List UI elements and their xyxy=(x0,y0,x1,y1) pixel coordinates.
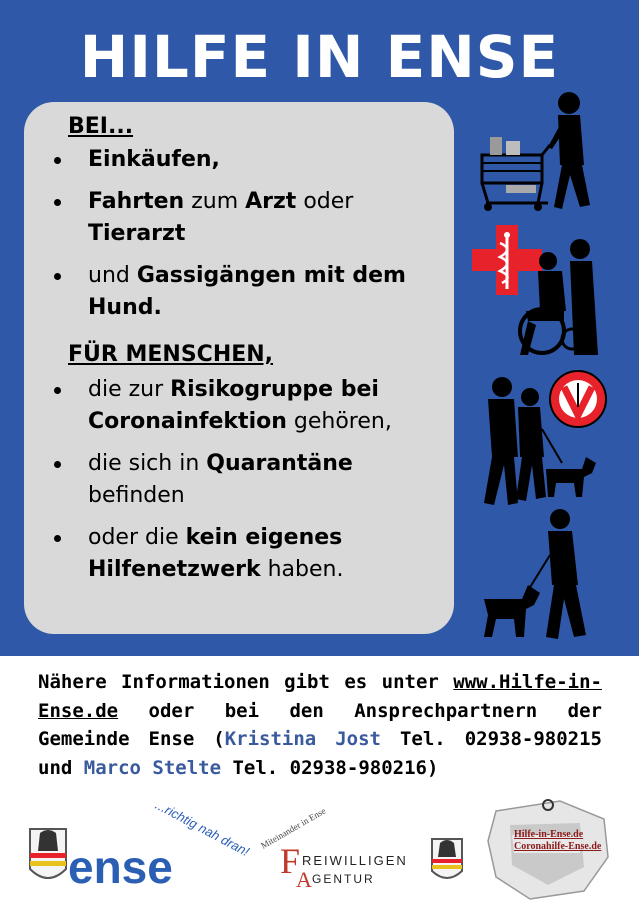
website-link[interactable]: www.Hilfe-in-Ense.de xyxy=(38,671,602,722)
contact-name-2: Marco Stelte xyxy=(83,756,222,779)
bei-list xyxy=(24,144,454,334)
bei-list-item-text: Arzt xyxy=(245,189,297,214)
svg-text:A: A xyxy=(296,867,312,892)
svg-text:REIWILLIGEN: REIWILLIGEN xyxy=(302,853,408,868)
menschen-list-item-text: gehören, xyxy=(286,409,392,434)
heading-menschen: FÜR MENSCHEN, xyxy=(68,342,274,367)
logo-footer xyxy=(0,795,639,902)
info-intro: Nähere Informationen gibt es unter xyxy=(38,671,439,693)
ense-slogan: ...richtig nah dran! xyxy=(152,797,252,860)
bei-list-item xyxy=(24,144,454,176)
bei-list-item-text: oder xyxy=(296,189,354,214)
bullet-icon xyxy=(54,157,61,164)
svg-text:Coronahilfe-Ense.de: Coronahilfe-Ense.de xyxy=(514,841,602,852)
contact-tel-2: Tel. 02938-980216) xyxy=(221,756,439,779)
contact-info-paragraph xyxy=(38,668,602,782)
freiwilligen-agentur-logo xyxy=(259,806,408,892)
menschen-list xyxy=(24,374,454,596)
menschen-list-item-text: haben. xyxy=(260,557,344,582)
info-panel xyxy=(24,102,454,634)
bullet-icon xyxy=(54,273,61,280)
heading-bei: BEI... xyxy=(68,114,134,139)
coat-of-arms-icon-2 xyxy=(432,839,462,878)
menschen-list-item xyxy=(24,448,454,512)
shopping-person-icon xyxy=(482,92,590,211)
menschen-list-item-text: die sich in xyxy=(88,451,207,476)
bei-list-item-text: Einkäufen, xyxy=(88,147,220,172)
menschen-list-item-text: Risikogruppe bei Coronainfektion xyxy=(88,377,379,434)
svg-text:GENTUR: GENTUR xyxy=(312,872,375,886)
menschen-list-item xyxy=(24,374,454,438)
bei-list-item xyxy=(24,186,454,250)
medical-cross-icon xyxy=(472,225,542,295)
hilfe-map-logo xyxy=(488,800,608,899)
bei-list-item-text: und xyxy=(88,263,137,288)
page-title: HILFE IN ENSE xyxy=(79,23,560,91)
info-middle: oder bei den Ansprechpartnern der Gemeinde Ense ( xyxy=(38,699,602,750)
bei-list-item-text: Fahrten xyxy=(88,189,185,214)
bei-list-item xyxy=(24,260,454,324)
menschen-list-item-text: die zur xyxy=(88,377,171,402)
ense-logo-text: ense xyxy=(68,841,173,893)
bullet-icon xyxy=(54,199,61,206)
bei-list-item-text: Tierarzt xyxy=(88,221,186,246)
menschen-list-item xyxy=(24,522,454,586)
menschen-list-item-text: kein eigenes Hilfenetzwerk xyxy=(88,525,343,582)
vet-badge-icon xyxy=(550,371,606,427)
person-with-dog-icon xyxy=(484,509,586,639)
svg-text:Miteinander in Ense: Miteinander in Ense xyxy=(259,805,328,851)
svg-text:F: F xyxy=(280,841,301,881)
bei-list-item-text: zum xyxy=(184,189,246,214)
contact-tel-1: Tel. 02938-980215 und xyxy=(38,728,602,779)
bullet-icon xyxy=(54,387,61,394)
svg-text:Hilfe-in-Ense.de: Hilfe-in-Ense.de xyxy=(514,829,584,840)
menschen-list-item-text: Quarantäne xyxy=(206,451,353,476)
silhouette-illustrations xyxy=(466,85,626,650)
bullet-icon xyxy=(54,535,61,542)
contact-name-1: Kristina Jost xyxy=(224,728,381,750)
bei-list-item-text: Gassigängen mit dem Hund. xyxy=(88,263,406,320)
bullet-icon xyxy=(54,461,61,468)
menschen-list-item-text: oder die xyxy=(88,525,186,550)
menschen-list-item-text: befinden xyxy=(88,483,185,508)
coat-of-arms-icon xyxy=(30,829,66,878)
